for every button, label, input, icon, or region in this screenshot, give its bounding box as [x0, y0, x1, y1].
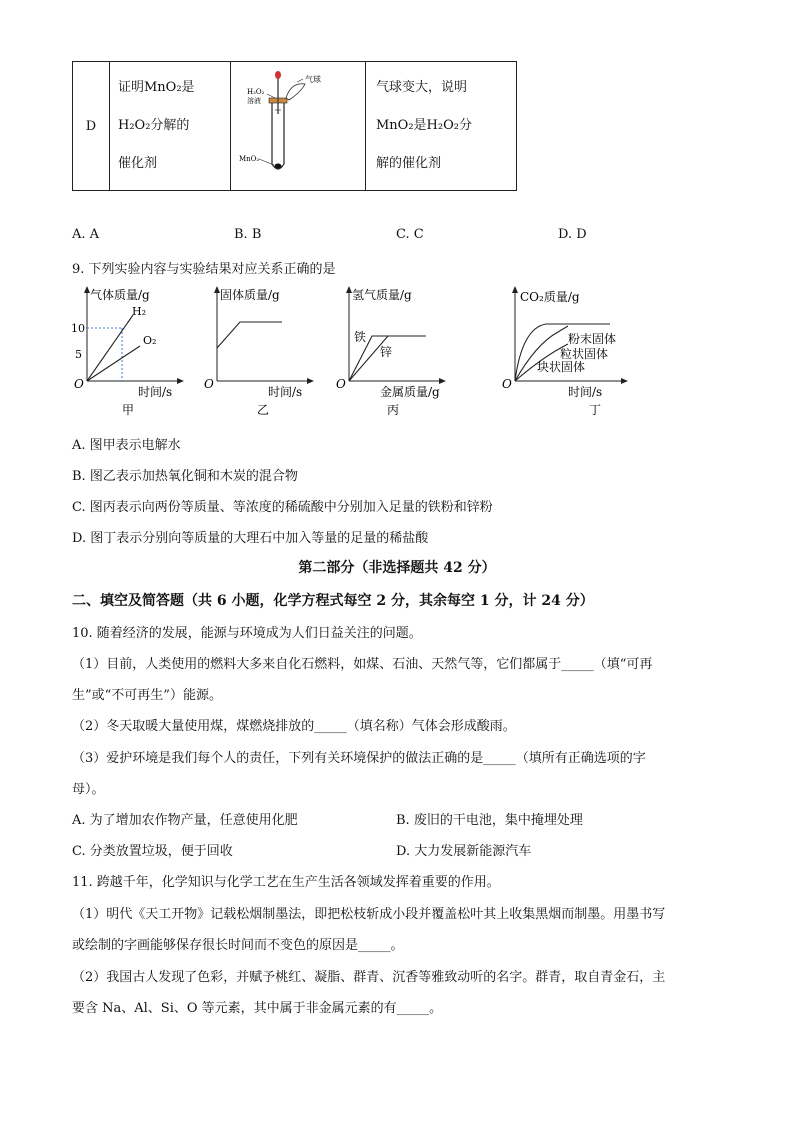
q10-stem: 10. 随着经济的发展，能源与环境成为人们日益关注的问题。 — [72, 626, 422, 641]
q10-option-a: A. 为了增加农作物产量，任意使用化肥 — [72, 813, 298, 828]
test-tube-figure — [231, 62, 365, 186]
xlabel: 时间/s — [568, 385, 603, 399]
section2-title: 二、填空及简答题（共 6 小题，化学方程式每空 2 分，其余每空 1 分，计 24 分） — [72, 593, 594, 609]
q11-p2-line2: 要含 Na、Al、Si、O 等元素，其中属于非金属元素的有_____。 — [72, 1001, 443, 1016]
graph-ding — [498, 284, 638, 419]
q10-p1-line1: （1）目前，人类使用的燃料大多来自化石燃料，如煤、石油、天然气等，它们都属于_____（填“可再 — [72, 657, 653, 672]
mno2-solid — [275, 164, 282, 169]
conclusion-line-1: 气球变大，说明 — [376, 80, 468, 95]
series-powder-label: 粉末固体 — [568, 332, 617, 346]
solid-mass-line — [217, 322, 282, 348]
graph-bing — [334, 284, 454, 419]
option-letter: D — [85, 118, 97, 134]
tick-5: 5 — [75, 348, 82, 361]
graph-yi — [202, 284, 322, 419]
origin: O — [502, 377, 512, 391]
purpose-line-2: H₂O₂分解的 — [118, 118, 190, 133]
q9-stem: 9. 下列实验内容与实验结果对应关系正确的是 — [72, 262, 336, 277]
part2-title: 第二部分（非选择题共 42 分） — [298, 560, 496, 576]
series-o2-line — [87, 346, 140, 381]
balloon — [286, 84, 305, 100]
series-iron-label: 铁 — [354, 330, 367, 344]
ylabel: 固体质量/g — [220, 288, 280, 302]
solution-label-1: H₂O₂ — [247, 88, 265, 96]
option-d-table — [72, 61, 517, 191]
q10-option-d: D. 大力发展新能源汽车 — [396, 844, 532, 859]
option-d-purpose-cell — [110, 62, 231, 191]
q10-option-b: B. 废旧的干电池，集中掩埋处理 — [396, 813, 583, 828]
origin: O — [74, 377, 84, 391]
q10-option-c: C. 分类放置垃圾，便于回收 — [72, 844, 233, 859]
series-h2-line — [87, 315, 133, 381]
solution-label-2: 溶液 — [247, 97, 261, 105]
q8-choice-b: B. B — [234, 227, 262, 242]
q10-p2: （2）冬天取暖大量使用煤，煤燃烧排放的_____（填名称）气体会形成酸雨。 — [72, 719, 516, 734]
ylabel: 气体质量/g — [90, 288, 150, 302]
q11-p1-line1: （1）明代《天工开物》记载松烟制墨法，即把松枝斩成小段并覆盖松叶其上收集黑烟而制墨。用墨书写 — [72, 907, 666, 922]
q9-option-d: D. 图丁表示分别向等质量的大理石中加入等量的足量的稀盐酸 — [72, 531, 429, 546]
graph-jia — [70, 284, 190, 419]
tick-10: 10 — [71, 322, 85, 335]
purpose-line-3: 催化剂 — [118, 156, 158, 171]
ylabel: CO₂质量/g — [520, 290, 580, 304]
catalyst-label: MnO₂ — [239, 155, 260, 163]
xlabel: 金属质量/g — [380, 385, 440, 399]
ylabel: 氢气质量/g — [352, 288, 412, 302]
caption: 乙 — [257, 403, 270, 417]
q8-choice-a: A. A — [72, 227, 100, 242]
conclusion-line-3: 解的催化剂 — [376, 156, 442, 171]
origin: O — [336, 377, 346, 391]
purpose-line-1: 证明MnO₂是 — [118, 80, 195, 95]
q10-p1-line2: 生”或“不可再生”）能源。 — [72, 688, 222, 703]
origin: O — [204, 377, 214, 391]
caption: 甲 — [122, 403, 135, 417]
q9-option-b: B. 图乙表示加热氧化铜和木炭的混合物 — [72, 469, 298, 484]
option-d-figure-cell — [231, 62, 366, 191]
xlabel: 时间/s — [268, 385, 303, 399]
series-h2-label: H₂ — [132, 305, 147, 318]
conclusion-line-2: MnO₂是H₂O₂分 — [376, 118, 472, 133]
caption: 丙 — [387, 403, 400, 417]
q8-choice-d: D. D — [558, 227, 587, 242]
q9-option-c: C. 图丙表示向两份等质量、等浓度的稀硫酸中分别加入足量的铁粉和锌粉 — [72, 500, 493, 515]
series-zinc-label: 锌 — [380, 345, 393, 359]
q11-p1-line2: 或绘制的字画能够保存很长时间而不变色的原因是_____。 — [72, 938, 404, 953]
option-d-conclusion-cell — [366, 62, 517, 191]
series-granular-label: 粒状固体 — [560, 347, 609, 361]
option-d-letter-cell — [73, 62, 110, 191]
xlabel: 时间/s — [138, 385, 173, 399]
q9-option-a: A. 图甲表示电解水 — [72, 438, 181, 453]
caption: 丁 — [589, 403, 602, 417]
q11-stem: 11. 跨越千年，化学知识与化学工艺在生产生活各领域发挥着重要的作用。 — [72, 875, 500, 890]
series-lump-label: 块状固体 — [537, 360, 586, 374]
q11-p2-line1: （2）我国古人发现了色彩，并赋予桃红、凝脂、群青、沉香等雅致动听的名字。群青，取自青金石，主 — [72, 970, 666, 985]
q8-choice-c: C. C — [396, 227, 424, 242]
q10-p3-line2: 母）。 — [72, 782, 105, 797]
dropper-bulb — [275, 71, 281, 79]
balloon-label: 气球 — [305, 75, 321, 84]
q10-p3-line1: （3）爱护环境是我们每个人的责任，下列有关环境保护的做法正确的是_____（填所有正确选项的字 — [72, 751, 646, 766]
series-o2-label: O₂ — [143, 334, 157, 347]
